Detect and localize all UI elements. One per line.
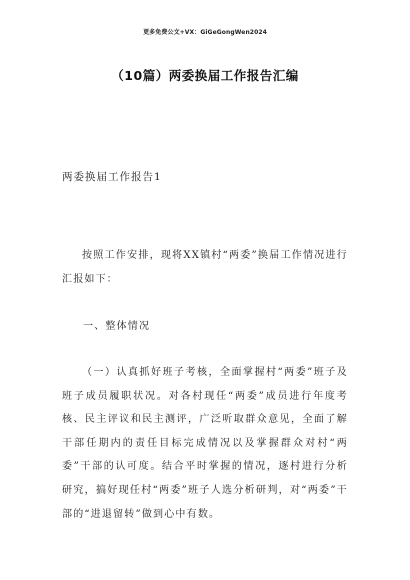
section-1-heading: 一、整体情况	[83, 321, 151, 332]
intro-paragraph: 按照工作安排，现将XX镇村“两委”换届工作情况进行汇报如下：	[62, 250, 348, 285]
report-heading: 两委换届工作报告1	[62, 171, 162, 183]
header-note: 更多免费公文+VX：GiGeGongWen2024	[143, 29, 267, 36]
document-title: （10篇）两委换届工作报告汇编	[111, 68, 299, 83]
section-1-paragraph: （一）认真抓好班子考核，全面掌握村“两委”班子及班子成员履职状况。对各村现任“两委”成员进行年度考核、民主评议和民主测评，广泛听取群众意见，全面了解干部任期内的责任目标完成情况以及掌握群众对村“两委”干部的认可度。结合平时掌握的情况，逐村进行分析研究，搞好现任村“两委”班子人选分析研判，对“两委”干部的“进退留转”做到心中有数。	[62, 367, 348, 520]
